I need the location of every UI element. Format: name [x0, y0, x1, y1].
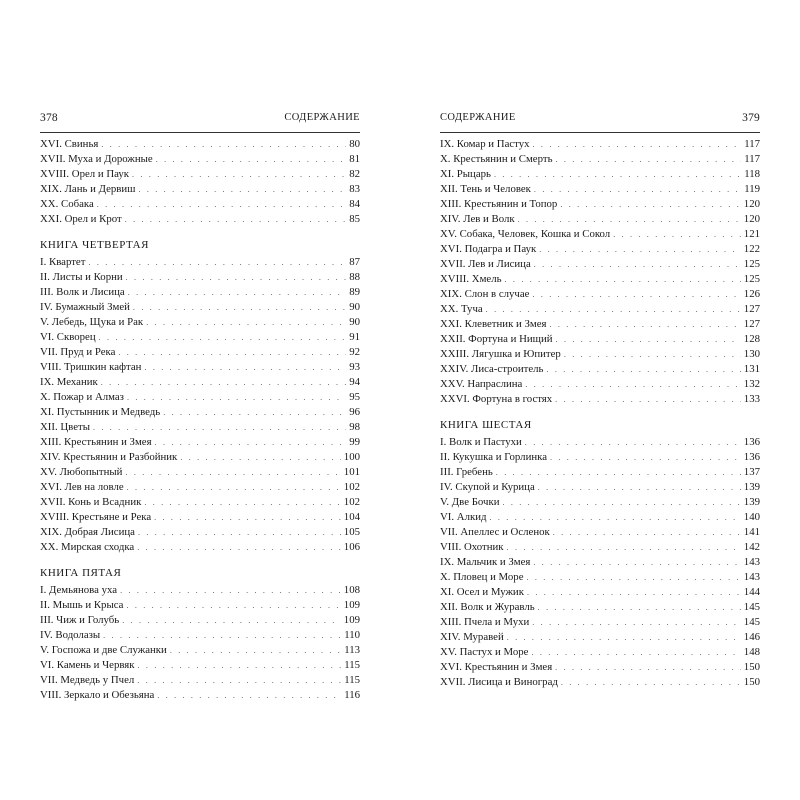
entry-title: XXIII. Лягушка и Юпитер	[440, 348, 561, 360]
toc-entry	[40, 598, 360, 613]
entry-page-number: 120	[743, 198, 760, 210]
entry-page-number: 108	[343, 584, 360, 596]
dot-leader	[555, 392, 741, 407]
dot-leader	[88, 255, 346, 270]
dot-leader	[546, 362, 740, 377]
dot-leader	[534, 257, 741, 272]
entry-page-number: 83	[349, 183, 360, 195]
entry-title: III. Чиж и Голубь	[40, 614, 120, 626]
toc-entry	[440, 317, 760, 332]
entry-page-number: 90	[349, 301, 360, 313]
entry-page-number: 133	[743, 393, 760, 405]
entry-page-number: 137	[743, 466, 760, 478]
entry-page-number: 150	[743, 676, 760, 688]
entry-title: XVII. Конь и Всадник	[40, 496, 142, 508]
dot-leader	[555, 660, 741, 675]
running-head	[440, 112, 760, 128]
entry-page-number: 104	[343, 511, 360, 523]
entry-title: X. Пожар и Алмаз	[40, 391, 124, 403]
dot-leader	[180, 450, 340, 465]
dot-leader	[103, 628, 341, 643]
dot-leader	[125, 465, 340, 480]
entry-title: V. Две Бочки	[440, 496, 500, 508]
entry-page-number: 116	[344, 689, 360, 701]
dot-leader	[97, 197, 346, 212]
entry-title: VII. Апеллес и Осленок	[440, 526, 550, 538]
dot-leader	[538, 600, 741, 615]
toc-entry	[40, 613, 360, 628]
toc-entry	[40, 375, 360, 390]
dot-leader	[531, 645, 740, 660]
right-page	[440, 112, 760, 690]
toc-entry	[40, 673, 360, 688]
entry-title: XVIII. Хмель	[440, 273, 502, 285]
toc-entry	[440, 630, 760, 645]
entry-title: VI. Камень и Червяк	[40, 659, 135, 671]
entry-page-number: 146	[743, 631, 760, 643]
entry-page-number: 95	[349, 391, 360, 403]
dot-leader	[486, 302, 741, 317]
entry-title: XVII. Муха и Дорожные	[40, 153, 153, 165]
entry-page-number: 81	[349, 153, 360, 165]
dot-leader	[556, 332, 741, 347]
entry-page-number: 140	[743, 511, 760, 523]
dot-leader	[494, 167, 741, 182]
entry-page-number: 118	[744, 168, 760, 180]
dot-leader	[533, 137, 742, 152]
entry-title: XIII. Крестьянин и Топор	[440, 198, 558, 210]
toc-entry	[40, 300, 360, 315]
entry-title: XVI. Лев на ловле	[40, 481, 124, 493]
dot-leader	[526, 570, 740, 585]
page-number: 378	[40, 112, 58, 124]
dot-leader	[146, 315, 346, 330]
toc-entry	[40, 345, 360, 360]
entry-page-number: 121	[743, 228, 760, 240]
dot-leader	[560, 197, 740, 212]
book-heading: КНИГА ШЕСТАЯ	[440, 419, 532, 431]
dot-leader	[155, 435, 347, 450]
dot-leader	[122, 613, 341, 628]
dot-leader	[561, 675, 741, 690]
dot-leader	[137, 673, 341, 688]
toc-entry	[40, 465, 360, 480]
dot-leader	[132, 167, 346, 182]
entry-title: XII. Волк и Журавль	[440, 601, 535, 613]
toc-entry	[40, 495, 360, 510]
entry-title: XIV. Муравей	[440, 631, 504, 643]
entry-page-number: 139	[743, 481, 760, 493]
entry-page-number: 88	[349, 271, 360, 283]
entry-page-number: 126	[743, 288, 760, 300]
entry-page-number: 145	[743, 616, 760, 628]
toc-entry	[40, 152, 360, 167]
entry-page-number: 85	[349, 213, 360, 225]
entry-page-number: 98	[349, 421, 360, 433]
left-page	[40, 112, 360, 703]
book-heading: КНИГА ЧЕТВЕРТАЯ	[40, 239, 149, 251]
entry-title: X. Пловец и Море	[440, 571, 524, 583]
entry-page-number: 132	[743, 378, 760, 390]
dot-leader	[518, 212, 741, 227]
dot-leader	[502, 495, 740, 510]
entry-page-number: 93	[349, 361, 360, 373]
toc-entry	[40, 525, 360, 540]
entry-page-number: 87	[349, 256, 360, 268]
dot-leader	[539, 242, 741, 257]
entry-title: V. Госпожа и две Служанки	[40, 644, 167, 656]
entry-page-number: 84	[349, 198, 360, 210]
toc-entry	[40, 435, 360, 450]
entry-title: XX. Мирская сходка	[40, 541, 135, 553]
dot-leader	[490, 510, 741, 525]
entry-page-number: 127	[743, 303, 760, 315]
running-title: СОДЕРЖАНИЕ	[440, 112, 516, 123]
dot-leader	[538, 480, 741, 495]
entry-title: III. Гребень	[440, 466, 493, 478]
book-heading: КНИГА ПЯТАЯ	[40, 567, 122, 579]
dot-leader	[533, 555, 740, 570]
toc-entry	[440, 272, 760, 287]
entry-page-number: 115	[344, 674, 360, 686]
entry-page-number: 110	[344, 629, 360, 641]
toc-entry	[40, 658, 360, 673]
dot-leader	[127, 390, 346, 405]
toc-entry	[40, 643, 360, 658]
entry-title: IX. Механик	[40, 376, 98, 388]
toc-entry	[40, 167, 360, 182]
toc-entry	[440, 435, 760, 450]
dot-leader	[532, 615, 741, 630]
dot-leader	[144, 360, 346, 375]
toc-entry	[440, 377, 760, 392]
entry-page-number: 96	[349, 406, 360, 418]
toc-entry	[440, 465, 760, 480]
dot-leader	[532, 287, 740, 302]
toc-entry	[440, 392, 760, 407]
toc-entry	[440, 555, 760, 570]
entry-title: XX. Туча	[440, 303, 483, 315]
entry-page-number: 143	[743, 571, 760, 583]
entry-title: III. Волк и Лисица	[40, 286, 125, 298]
entry-page-number: 91	[349, 331, 360, 343]
entry-title: IV. Водолазы	[40, 629, 101, 641]
entry-title: IV. Бумажный Змей	[40, 301, 130, 313]
toc-entry	[40, 137, 360, 152]
toc-entry	[40, 315, 360, 330]
header-rule	[440, 132, 760, 133]
entry-title: XIX. Добрая Лисица	[40, 526, 135, 538]
entry-title: VII. Пруд и Река	[40, 346, 116, 358]
entry-title: I. Демьянова уха	[40, 584, 118, 596]
dot-leader	[127, 480, 341, 495]
entry-title: XV. Собака, Человек, Кошка и Сокол	[440, 228, 611, 240]
entry-title: XIII. Крестьянин и Змея	[40, 436, 152, 448]
toc-entry	[440, 347, 760, 362]
dot-leader	[99, 330, 347, 345]
toc-entry	[440, 167, 760, 182]
entry-page-number: 101	[343, 466, 360, 478]
dot-leader	[556, 152, 742, 167]
toc-entry	[40, 480, 360, 495]
toc-entry	[40, 510, 360, 525]
entry-title: IX. Мальчик и Змея	[440, 556, 531, 568]
running-head	[40, 112, 360, 128]
entry-page-number: 80	[349, 138, 360, 150]
dot-leader	[550, 317, 741, 332]
toc-entry	[40, 270, 360, 285]
dot-leader	[527, 585, 741, 600]
entry-page-number: 125	[743, 273, 760, 285]
entry-page-number: 128	[743, 333, 760, 345]
toc-entry	[440, 287, 760, 302]
entry-title: XXV. Напраслина	[440, 378, 523, 390]
toc-entry	[440, 227, 760, 242]
entry-page-number: 105	[343, 526, 360, 538]
toc-entry	[440, 257, 760, 272]
entry-page-number: 141	[743, 526, 760, 538]
header-rule	[40, 132, 360, 133]
toc-entry	[440, 197, 760, 212]
entry-page-number: 109	[343, 599, 360, 611]
dot-leader	[138, 658, 342, 673]
toc-entry	[440, 152, 760, 167]
toc-entry	[440, 362, 760, 377]
entry-title: XI. Рыцарь	[440, 168, 491, 180]
entry-page-number: 120	[743, 213, 760, 225]
entry-page-number: 139	[743, 496, 760, 508]
entry-title: XIX. Лань и Дервиш	[40, 183, 136, 195]
entry-title: XV. Пастух и Море	[440, 646, 529, 658]
toc-list	[40, 137, 360, 703]
entry-page-number: 92	[349, 346, 360, 358]
dot-leader	[126, 598, 340, 613]
entry-page-number: 109	[343, 614, 360, 626]
entry-title: VIII. Зеркало и Обезьяна	[40, 689, 155, 701]
toc-entry	[440, 495, 760, 510]
dot-leader	[144, 495, 340, 510]
entry-title: XIV. Крестьянин и Разбойник	[40, 451, 178, 463]
toc-entry	[40, 255, 360, 270]
toc-entry	[40, 450, 360, 465]
toc-entry	[440, 302, 760, 317]
entry-title: VI. Алкид	[440, 511, 487, 523]
dot-leader	[133, 300, 346, 315]
toc-entry	[40, 182, 360, 197]
dot-leader	[126, 270, 347, 285]
entry-title: XVII. Лев и Лисица	[440, 258, 531, 270]
toc-entry	[440, 450, 760, 465]
dot-leader	[125, 212, 346, 227]
entry-page-number: 117	[744, 138, 760, 150]
dot-leader	[170, 643, 341, 658]
entry-title: VI. Скворец	[40, 331, 96, 343]
toc-entry	[440, 570, 760, 585]
toc-entry	[40, 360, 360, 375]
entry-title: XVIII. Крестьяне и Река	[40, 511, 152, 523]
toc-entry	[40, 420, 360, 435]
entry-title: XII. Тень и Человек	[440, 183, 531, 195]
entry-title: V. Лебедь, Щука и Рак	[40, 316, 144, 328]
entry-page-number: 148	[743, 646, 760, 658]
dot-leader	[496, 465, 741, 480]
toc-entry	[440, 480, 760, 495]
dot-leader	[138, 182, 346, 197]
toc-entry	[40, 197, 360, 212]
entry-page-number: 89	[349, 286, 360, 298]
dot-leader	[525, 377, 740, 392]
dot-leader	[156, 152, 346, 167]
toc-entry	[440, 182, 760, 197]
entry-page-number: 113	[344, 644, 360, 656]
entry-page-number: 127	[743, 318, 760, 330]
entry-page-number: 136	[743, 451, 760, 463]
entry-page-number: 122	[743, 243, 760, 255]
dot-leader	[525, 435, 741, 450]
toc-entry	[40, 405, 360, 420]
toc-entry	[440, 675, 760, 690]
entry-page-number: 102	[343, 496, 360, 508]
entry-title: IV. Скупой и Курица	[440, 481, 535, 493]
entry-page-number: 100	[343, 451, 360, 463]
dot-leader	[128, 285, 347, 300]
entry-page-number: 119	[744, 183, 760, 195]
toc-entry	[40, 628, 360, 643]
toc-entry	[440, 540, 760, 555]
entry-title: XIII. Пчела и Мухи	[440, 616, 530, 628]
entry-title: XXVI. Фортуна в гостях	[440, 393, 553, 405]
entry-title: XII. Цветы	[40, 421, 90, 433]
toc-entry	[440, 585, 760, 600]
entry-page-number: 125	[743, 258, 760, 270]
dot-leader	[507, 540, 741, 555]
entry-page-number: 144	[743, 586, 760, 598]
toc-entry	[440, 510, 760, 525]
dot-leader	[157, 688, 341, 703]
entry-title: XXII. Фортуна и Нищий	[440, 333, 553, 345]
dot-leader	[101, 375, 346, 390]
entry-title: II. Листы и Корни	[40, 271, 123, 283]
entry-title: XXIV. Лиса-строитель	[440, 363, 544, 375]
dot-leader	[138, 525, 341, 540]
dot-leader	[505, 272, 741, 287]
entry-page-number: 143	[743, 556, 760, 568]
entry-page-number: 117	[744, 153, 760, 165]
dot-leader	[507, 630, 741, 645]
entry-page-number: 115	[344, 659, 360, 671]
toc-entry	[40, 583, 360, 598]
toc-entry	[440, 615, 760, 630]
entry-title: XIX. Слон в случае	[440, 288, 530, 300]
dot-leader	[137, 540, 341, 555]
entry-page-number: 150	[743, 661, 760, 673]
entry-title: IX. Комар и Пастух	[440, 138, 530, 150]
dot-leader	[534, 182, 741, 197]
toc-entry	[440, 212, 760, 227]
dot-leader	[553, 525, 741, 540]
toc-entry	[40, 285, 360, 300]
toc-entry	[440, 525, 760, 540]
entry-title: XVI. Подагра и Паук	[440, 243, 537, 255]
toc-entry	[40, 540, 360, 555]
entry-page-number: 99	[349, 436, 360, 448]
entry-page-number: 130	[743, 348, 760, 360]
running-title: СОДЕРЖАНИЕ	[284, 112, 360, 123]
page-number: 379	[742, 112, 760, 124]
entry-title: II. Мышь и Крыса	[40, 599, 124, 611]
entry-title: XVI. Свинья	[40, 138, 99, 150]
dot-leader	[613, 227, 741, 242]
dot-leader	[550, 450, 741, 465]
toc-entry	[440, 332, 760, 347]
toc-entry	[440, 242, 760, 257]
toc-entry	[440, 645, 760, 660]
entry-title: VIII. Охотник	[440, 541, 504, 553]
entry-title: I. Волк и Пастухи	[440, 436, 522, 448]
dot-leader	[118, 345, 346, 360]
entry-title: XIV. Лев и Волк	[440, 213, 515, 225]
entry-page-number: 82	[349, 168, 360, 180]
toc-entry	[440, 600, 760, 615]
dot-leader	[120, 583, 341, 598]
entry-title: X. Крестьянин и Смерть	[440, 153, 553, 165]
dot-leader	[163, 405, 346, 420]
entry-page-number: 90	[349, 316, 360, 328]
toc-list	[440, 137, 760, 690]
entry-title: XI. Пустынник и Медведь	[40, 406, 161, 418]
entry-title: II. Кукушка и Горлинка	[440, 451, 547, 463]
entry-title: XXI. Орел и Крот	[40, 213, 122, 225]
entry-title: XXI. Клеветник и Змея	[440, 318, 547, 330]
entry-title: VIII. Тришкин кафтан	[40, 361, 142, 373]
toc-entry	[440, 137, 760, 152]
entry-title: XX. Собака	[40, 198, 94, 210]
entry-title: XI. Осел и Мужик	[440, 586, 524, 598]
toc-entry	[40, 212, 360, 227]
entry-page-number: 106	[343, 541, 360, 553]
dot-leader	[93, 420, 346, 435]
toc-entry	[40, 330, 360, 345]
toc-entry	[440, 660, 760, 675]
entry-title: XVII. Лисица и Виноград	[440, 676, 558, 688]
entry-page-number: 142	[743, 541, 760, 553]
dot-leader	[101, 137, 346, 152]
entry-page-number: 136	[743, 436, 760, 448]
toc-entry	[40, 390, 360, 405]
entry-title: XVI. Крестьянин и Змея	[440, 661, 553, 673]
entry-page-number: 145	[743, 601, 760, 613]
entry-title: XVIII. Орел и Паук	[40, 168, 130, 180]
entry-title: XV. Любопытный	[40, 466, 123, 478]
dot-leader	[154, 510, 341, 525]
entry-page-number: 102	[343, 481, 360, 493]
toc-entry	[40, 688, 360, 703]
entry-title: VII. Медведь у Пчел	[40, 674, 135, 686]
dot-leader	[564, 347, 741, 362]
entry-page-number: 94	[349, 376, 360, 388]
entry-title: I. Квартет	[40, 256, 86, 268]
entry-page-number: 131	[743, 363, 760, 375]
